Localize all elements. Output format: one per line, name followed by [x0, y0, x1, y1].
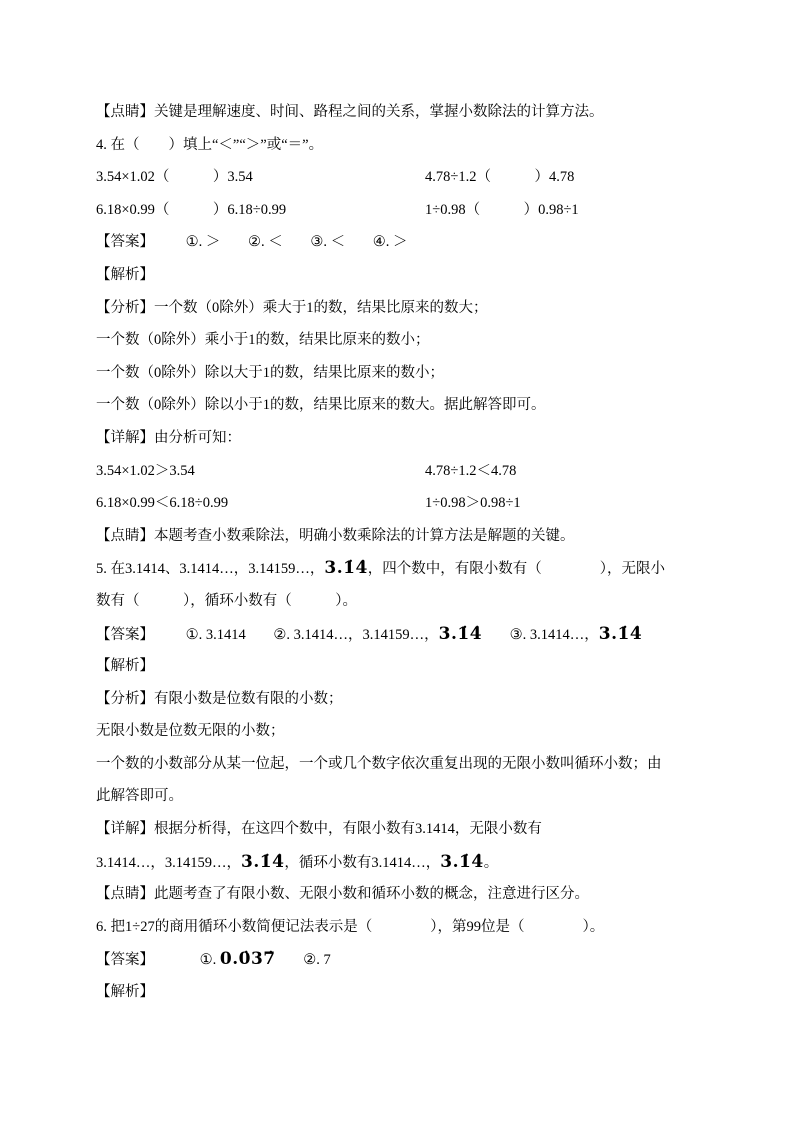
q4-result-2-right: 1÷0.98＞0.98÷1: [425, 495, 521, 512]
q6-answer-1-prefix: ①.: [199, 952, 220, 969]
q5-repeating-decimal: 3.1̇4̇: [241, 851, 285, 872]
q5-repeating-decimal: 3.1̇4̇: [438, 623, 483, 644]
q5-fenxi-line-2: 无限小数是位数无限的小数；: [96, 723, 285, 740]
q4-xiangjie-intro: 【详解】由分析可知：: [96, 429, 241, 446]
q4-answer-2: ②. ＜: [248, 234, 283, 251]
q6-stem: 6. 把1÷27的商用循环小数简便记法表示是（ ），第99位是（ ）。: [96, 918, 605, 935]
q5-stem-text-b: ，四个数中，有限小数有（ ），无限小: [367, 561, 666, 578]
q5-stem-text-a: 5. 在3.1414、3.1414…，3.14159…，: [96, 561, 325, 578]
q4-answer-4: ④. ＞: [372, 234, 408, 251]
q6-answer-2: ②. 7: [303, 952, 331, 969]
q5-xiangjie-text-a: 3.1414…，3.14159…，: [96, 854, 241, 871]
q4-result-1-left: 3.54×1.02＞3.54: [96, 462, 195, 479]
q4-fenxi-line-1: 【分析】一个数（0除外）乘大于1的数，结果比原来的数大；: [96, 299, 488, 316]
q5-answer-3: [509, 623, 643, 644]
q4-answer-row: [96, 226, 704, 259]
q4-blank-2-right: 1÷0.98（ ）0.98÷1: [425, 201, 579, 218]
q4-fenxi-line-3: 一个数（0除外）除以大于1的数，结果比原来的数小；: [96, 364, 444, 381]
q5-jiexi-label: 【解析】: [96, 658, 154, 675]
q4-answer-1: ①. ＞: [185, 234, 221, 251]
q5-answer-3-text: ③. 3.1414…，: [509, 626, 599, 643]
q5-answer-2: [273, 623, 483, 644]
q5-xiangjie-line-1: 【详解】根据分析得，在这四个数中，有限小数有3.1414，无限小数有: [96, 821, 542, 838]
q4-dianjing-remark: 【点睛】本题考查小数乘除法，明确小数乘除法的计算方法是解题的关键。: [96, 527, 575, 544]
q3-dianjing-remark: 【点睛】关键是理解速度、时间、路程之间的关系，掌握小数除法的计算方法。: [96, 104, 604, 120]
q5-stem-line-2: 数有（ ），循环小数有（ ）。: [96, 592, 357, 609]
q4-result-2-left: 6.18×0.99＜6.18÷0.99: [96, 495, 229, 512]
q4-blank-1-right: 4.78÷1.2（ ）4.78: [425, 169, 575, 186]
q5-answer-label: 【答案】: [96, 626, 154, 643]
q4-result-row-1: [96, 455, 704, 488]
q4-result-1-right: 4.78÷1.2＜4.78: [425, 462, 517, 479]
q4-fenxi-line-4: 一个数（0除外）除以小于1的数，结果比原来的数大。据此解答即可。: [96, 397, 546, 414]
q5-fenxi-line-1: 【分析】有限小数是位数有限的小数；: [96, 690, 343, 707]
q4-result-row-2: [96, 487, 704, 520]
q6-answer-1: [199, 949, 276, 970]
q5-dianjing-remark: 【点睛】此题考查了有限小数、无限小数和循环小数的概念，注意进行区分。: [96, 886, 589, 903]
q6-repeating-decimal: 0.0̇37̇: [219, 949, 276, 970]
q4-blank-row-2: [96, 194, 704, 227]
q6-jiexi-label: 【解析】: [96, 984, 154, 1001]
q5-answer-2-text: ②. 3.1414…，3.14159…，: [273, 626, 439, 643]
q5-answer-row: [96, 618, 704, 651]
q4-blank-2-left: 6.18×0.99（ ）6.18÷0.99: [96, 201, 287, 218]
q5-xiangjie-text-c: 。: [483, 854, 499, 871]
q5-repeating-decimal: 3.1̇4̇: [324, 558, 368, 579]
q5-xiangjie-text-b: ，循环小数有3.1414…，: [284, 854, 441, 871]
q5-answer-1: ①. 3.1414: [185, 626, 246, 643]
q6-answer-label: 【答案】: [96, 952, 154, 969]
q4-blank-row-1: [96, 161, 704, 194]
q5-repeating-decimal: 3.1̇4̇: [440, 851, 484, 872]
q4-answer-label: 【答案】: [96, 234, 154, 251]
q4-answer-3: ③. ＜: [310, 234, 346, 251]
q5-repeating-decimal: 3.1̇4̇: [598, 623, 643, 644]
q5-xiangjie-line-2: [96, 846, 704, 879]
q4-jiexi-label: 【解析】: [96, 266, 154, 283]
q6-answer-row: [96, 943, 704, 976]
q4-blank-1-left: 3.54×1.02（ ）3.54: [96, 169, 253, 186]
q4-stem: 4. 在（ ）填上“＜”“＞”或“＝”。: [96, 136, 324, 153]
q5-fenxi-line-4: 此解答即可。: [96, 788, 183, 805]
q5-stem-line-1: [96, 552, 704, 585]
q5-fenxi-line-3: 一个数的小数部分从某一位起，一个或几个数字依次重复出现的无限小数叫循环小数；由: [96, 755, 662, 772]
q4-fenxi-line-2: 一个数（0除外）乘小于1的数，结果比原来的数小；: [96, 332, 430, 349]
